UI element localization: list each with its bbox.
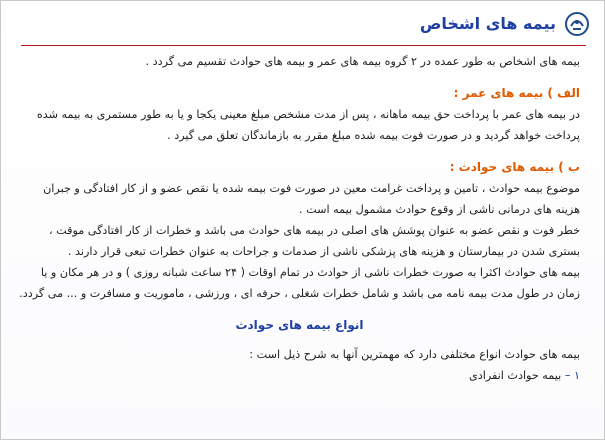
insurance-emblem-icon (564, 11, 590, 37)
life-line-2: پرداخت خواهد گردید و در صورت فوت بیمه شده مبلغ مقرر به بازماندگان تعلق می گیرد . (167, 129, 580, 142)
list-item-number: ۱ – (564, 369, 580, 382)
life-insurance-heading: الف ) بیمه های عمر : (453, 86, 580, 100)
page-title: بیمه های اشخاص (419, 14, 556, 33)
accident-line-3: خطر فوت و نقص عضو به عنوان پوشش های اصلی در بیمه های حوادث می باشد و خطرات از کار افتادگی موقت ، (48, 224, 580, 237)
accident-types-heading: انواع بیمه های حوادث (235, 318, 364, 332)
accident-line-1: موضوع بیمه حوادث ، تامین و پرداخت غرامت معین در صورت فوت بیمه شده یا نقص عضو و از کار افتادگی و جبران (43, 182, 580, 195)
list-item (19, 365, 580, 386)
document-body (19, 51, 580, 386)
slide-header (21, 7, 590, 43)
accident-line-6: زمان در طول مدت بیمه نامه می باشد و شامل خطرات شغلی ، حرفه ای ، ورزشی ، ماموریت و مسافرت و ... می گردد. (19, 287, 580, 300)
accident-insurance-heading: ب ) بیمه های حوادث : (449, 160, 580, 174)
accident-line-2: هزینه های درمانی ناشی از وقوع حوادث مشمول بیمه است . (299, 203, 580, 216)
header-divider (21, 45, 586, 46)
list-item-label: بیمه حوادث انفرادی (468, 369, 562, 382)
accident-types-intro: بیمه های حوادث انواع مختلفی دارد که مهمترین آنها به شرح ذیل است : (249, 348, 580, 361)
life-line-1: در بیمه های عمر با پرداخت حق بیمه ماهانه ، پس از مدت مشخص مبلغ معینی یکجا و یا به طور مستمری به بیمه شده (36, 108, 580, 121)
accident-line-4: بستری شدن در بیمارستان و هزینه های پزشکی ناشی از صدمات و جراحات به عنوان خطرات تبعی قرار دارند . (67, 245, 580, 258)
intro-paragraph: بیمه های اشخاص به طور عمده در ۲ گروه بیمه های عمر و بیمه های حوادث تقسیم می گردد . (145, 55, 580, 68)
accident-line-5: بیمه های حوادث اکثرا به صورت خطرات ناشی از حوادث در تمام اوقات ( ۲۴ ساعت شبانه روزی ) و در هر مکان و یا (40, 266, 580, 279)
